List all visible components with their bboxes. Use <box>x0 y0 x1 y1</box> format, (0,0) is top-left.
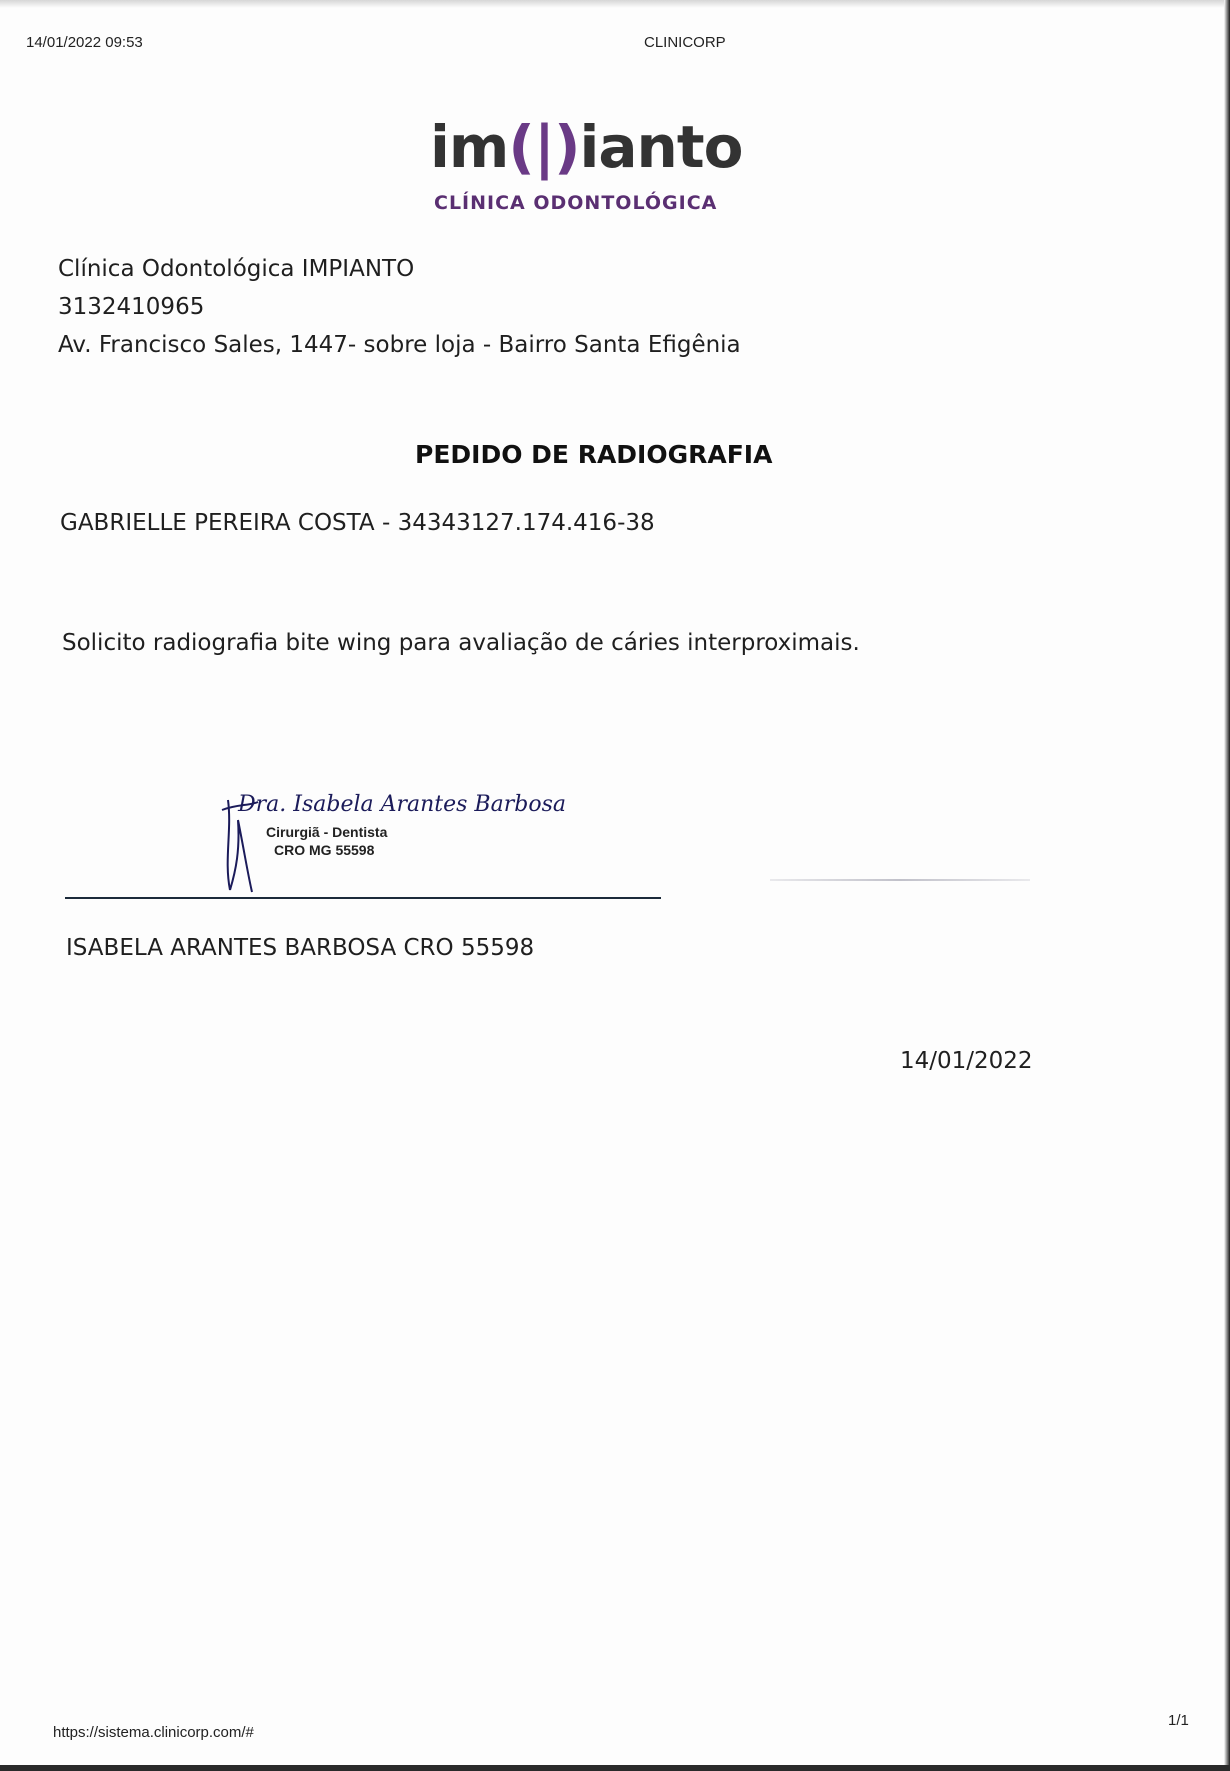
signature-registration: CRO MG 55598 <box>274 842 375 858</box>
scan-edge-bottom <box>0 1765 1230 1771</box>
logo-word-prefix: im <box>430 113 509 181</box>
logo-mark: (|) <box>508 113 580 181</box>
scan-edge-right <box>1224 0 1230 1771</box>
faint-line <box>770 879 1030 881</box>
clinic-phone: 3132410965 <box>58 294 205 320</box>
clinic-name: Clínica Odontológica IMPIANTO <box>58 256 415 282</box>
logo-word-suffix: ianto <box>579 113 743 181</box>
logo-subtitle: CLÍNICA ODONTOLÓGICA <box>434 192 718 214</box>
clinic-logo <box>430 112 750 222</box>
signature-role: Cirurgiã - Dentista <box>266 824 388 840</box>
print-system-name: CLINICORP <box>644 34 726 51</box>
footer-page-number: 1/1 <box>1168 1712 1189 1729</box>
patient-line: GABRIELLE PEREIRA COSTA - 34343127.174.416-38 <box>60 510 655 536</box>
signature-line <box>65 897 661 899</box>
signature-name: Dra. Isabela Arantes Barbosa <box>238 792 566 817</box>
document-title: PEDIDO DE RADIOGRAFIA <box>415 440 773 469</box>
logo-wordmark <box>430 112 742 182</box>
scan-edge-top <box>0 0 1230 8</box>
clinic-address: Av. Francisco Sales, 1447- sobre loja - Bairro Santa Efigênia <box>58 332 741 358</box>
clinic-info <box>58 250 741 364</box>
dentist-line: ISABELA ARANTES BARBOSA CRO 55598 <box>66 935 535 961</box>
footer-url: https://sistema.clinicorp.com/# <box>53 1724 254 1741</box>
request-text: Solicito radiografia bite wing para avaliação de cáries interproximais. <box>62 630 860 656</box>
document-date: 14/01/2022 <box>900 1048 1033 1074</box>
print-datetime: 14/01/2022 09:53 <box>26 34 143 51</box>
signature-stamp <box>218 790 566 900</box>
